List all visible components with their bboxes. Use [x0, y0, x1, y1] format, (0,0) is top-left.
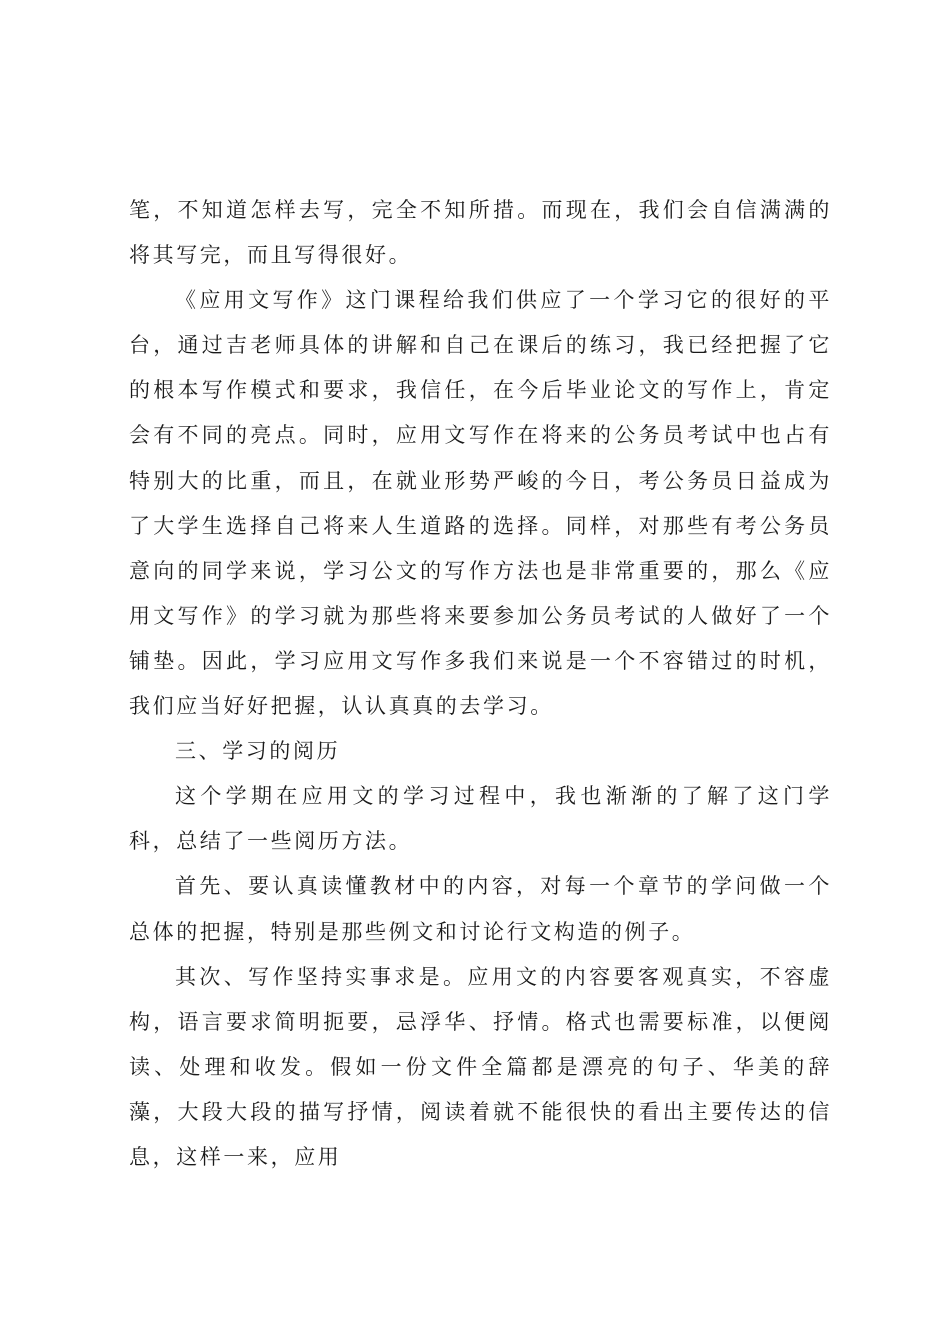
paragraph-intro-experience: 这个学期在应用文的学习过程中，我也渐渐的了解了这门学科，总结了一些阅历方法。 — [129, 784, 832, 854]
section-heading-experience: 三、学习的阅历 — [175, 739, 341, 764]
paragraph-first-point: 首先、要认真读懂教材中的内容，对每一个章节的学问做一个总体的把握，特别是那些例文和讨论行文构造的例子。 — [129, 874, 832, 944]
paragraph-course-value: 《应用文写作》这门课程给我们供应了一个学习它的很好的平台，通过吉老师具体的讲解和自己在课后的练习，我已经把握了它的根本写作模式和要求，我信任，在今后毕业论文的写作上，肯定会有不同的亮点。同时，应用文写作在将来的公务员考试中也占有特别大的比重，而且，在就业形势严峻的今日，考公务员日益成为了大学生选择自己将来人生道路的选择。同样，对那些有考公务员意向的同学来说，学习公文的写作方法也是非常重要的，那么《应用文写作》的学习就为那些将来要参加公务员考试的人做好了一个铺垫。因此，学习应用文写作多我们来说是一个不容错过的时机，我们应当好好把握，认认真真的去学习。 — [129, 288, 832, 719]
document-body — [129, 188, 832, 1180]
paragraph-second-point: 其次、写作坚持实事求是。应用文的内容要客观真实，不容虚构，语言要求简明扼要，忌浮华、抒情。格式也需要标准，以便阅读、处理和收发。假如一份文件全篇都是漂亮的句子、华美的辞藻，大段大段的描写抒情，阅读着就不能很快的看出主要传达的信息，这样一来，应用 — [129, 964, 832, 1169]
paragraph-continuation: 笔，不知道怎样去写，完全不知所措。而现在，我们会自信满满的将其写完，而且写得很好。 — [129, 198, 832, 268]
